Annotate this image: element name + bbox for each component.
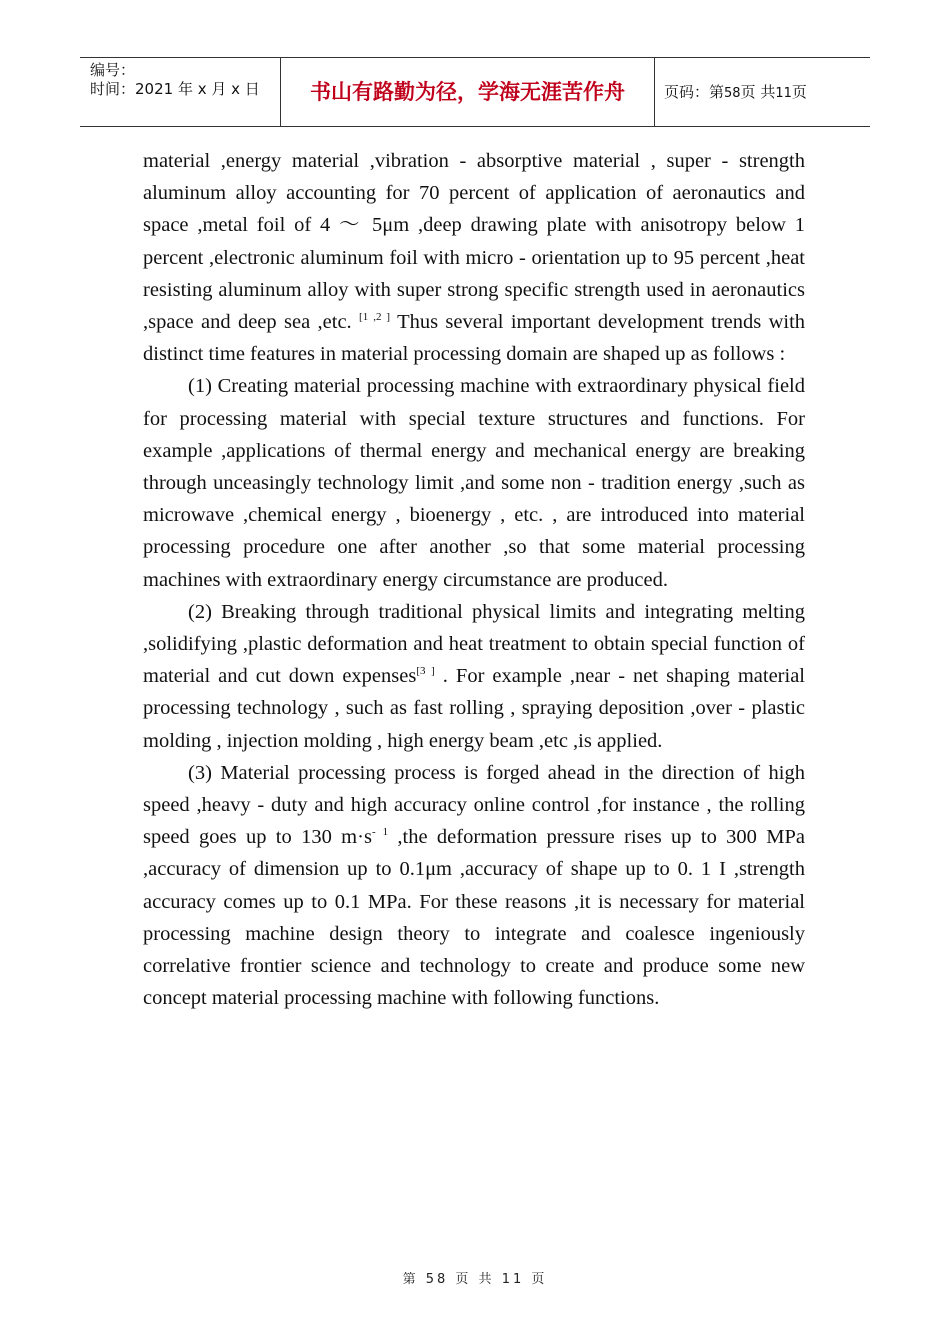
- citation: [1 ,2 ]: [359, 311, 391, 324]
- number-label: 编号：: [90, 61, 136, 79]
- paragraph-3: [143, 596, 805, 757]
- document-body: [143, 145, 805, 1014]
- date-label: 时间：2021 年 x 月 x 日: [90, 80, 260, 98]
- header-page-mid: 页 共: [740, 83, 776, 101]
- header-page-total: 11: [775, 86, 792, 101]
- paragraph-text: (2) Breaking through traditional physical limits and integrating melting ,solidifying ,plastic deformation and heat treatment to obtain special function of material and cut down expenses: [143, 600, 805, 688]
- paragraph-text: (3) Material processing process is forged ahead in the direction of high speed ,heavy - duty and high accuracy online control ,for instance , the rolling speed goes up to 130 m·s: [143, 761, 805, 849]
- paragraph-4: [143, 757, 805, 1015]
- footer-suffix: 页: [531, 1272, 548, 1287]
- header-motto: 书山有路勤为径，学海无涯苦作舟: [281, 58, 655, 126]
- footer-total: 11: [501, 1272, 525, 1287]
- header-page-suffix: 页: [791, 83, 807, 101]
- footer-prefix: 第: [402, 1272, 419, 1287]
- paragraph-text: Thus several important development trends with distinct time features in material processing domain are shaped up as follows :: [143, 311, 806, 366]
- page-footer: [0, 1268, 950, 1287]
- paragraph-1: [143, 145, 805, 370]
- header-page-prefix: 页码：第: [664, 83, 725, 101]
- header-page-num: 58: [724, 86, 741, 101]
- header-page-info: [664, 58, 807, 126]
- paragraph-text: material ,energy material ,vibration - absorptive material , super - strength aluminum alloy accounting for 70 percent of application of aeronautics and space ,metal foil of 4 ～ 5μm ,deep drawing plate with anisotropy below 1 percent ,electronic aluminum foil with micro - orientation up to 95 percent ,heat resisting aluminum alloy with super strong specific strength used in aeronautics ,space and deep sea ,etc.: [143, 150, 805, 334]
- footer-mid: 页 共: [455, 1272, 495, 1287]
- header-info-cell: [80, 58, 281, 126]
- page-header: [80, 57, 870, 127]
- paragraph-text: ,the deformation pressure rises up to 300 MPa ,accuracy of dimension up to 0.1μm ,accuracy of shape up to 0. 1 I ,strength accuracy comes up to 0.1 MPa. For these reasons ,it is necessary for material processing machine design theory to integrate and coalesce ingeniously correlative frontier science and technology to create and produce some new concept material processing machine with following functions.: [143, 826, 806, 1010]
- unit-exponent: - 1: [371, 826, 389, 839]
- footer-page-num: 58: [425, 1272, 449, 1287]
- paragraph-text: . For example ,near - net shaping material processing technology , such as fast rolling , spraying deposition ,over - plastic molding , injection molding , high energy beam ,etc ,is applied.: [143, 665, 805, 752]
- paragraph-text: (1) Creating material processing machine with extraordinary physical field for processing material with special texture structures and functions. For example ,applications of thermal energy and mechanical energy are breaking through unceasingly technology limit ,and some non - tradition energy ,such as microwave ,chemical energy , bioenergy , etc. , are introduced into material processing procedure one after another ,so that some material processing machines with extraordinary energy circumstance are produced.: [143, 375, 805, 591]
- paragraph-2: [143, 370, 805, 595]
- citation: [3 ]: [416, 665, 435, 678]
